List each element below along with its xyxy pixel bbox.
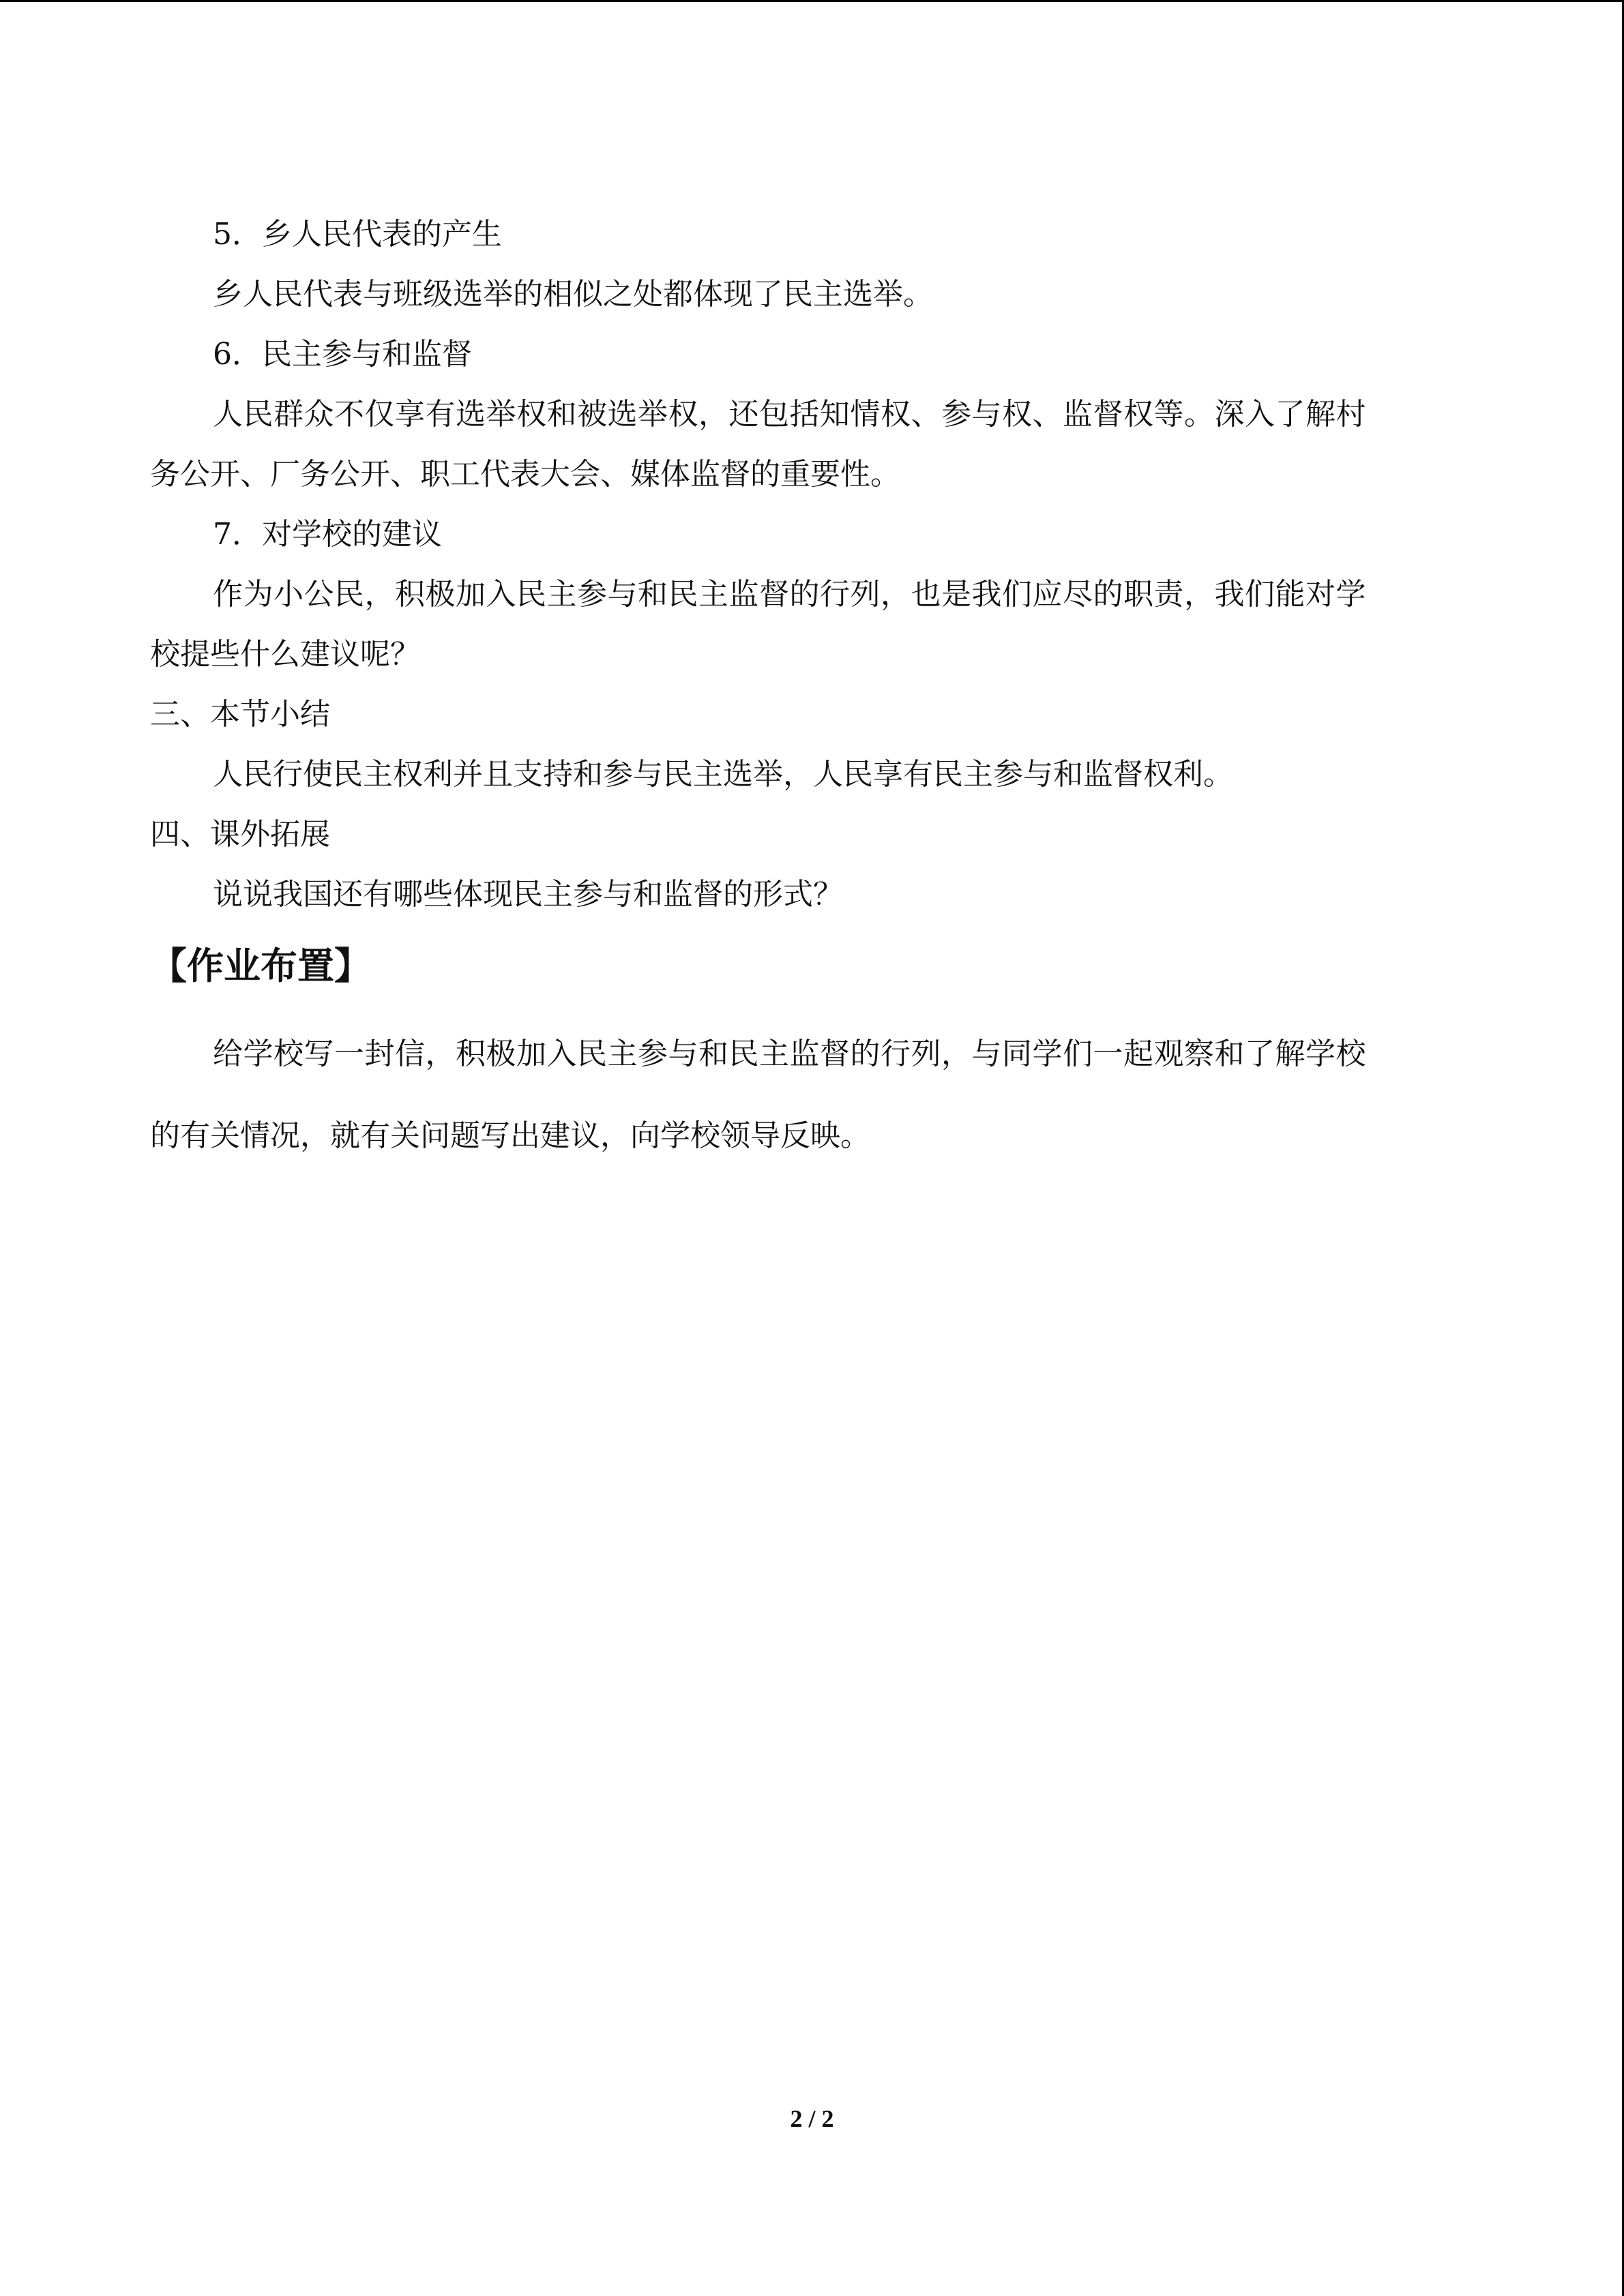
homework-line-1: 给学校写一封信，积极加入民主参与和民主监督的行列，与同学们一起观察和了解学校 xyxy=(213,1037,1366,1071)
document-body xyxy=(150,205,1460,1177)
homework-body xyxy=(150,1013,1460,1177)
page-top-border xyxy=(0,0,1624,2)
homework-heading: 【作业布置】 xyxy=(150,944,371,987)
extension-body: 说说我国还有哪些体现民主参与和监督的形式？ xyxy=(213,877,843,912)
paragraph-6-body-line-1: 人民群众不仅享有选举权和被选举权，还包括知情权、参与权、监督权等。深入了解村 xyxy=(213,397,1366,432)
homework-line-2: 的有关情况，就有关问题写出建议，向学校领导反映。 xyxy=(150,1118,870,1153)
page-number: 2 / 2 xyxy=(790,2105,834,2132)
paragraph-5-body: 乡人民代表与班级选举的相似之处都体现了民主选举。 xyxy=(213,277,933,312)
section-heading-6: 6．民主参与和监督 xyxy=(213,337,472,372)
section-heading-summary: 三、本节小结 xyxy=(150,697,330,732)
paragraph-6-body-line-2: 务公开、厂务公开、职工代表大会、媒体监督的重要性。 xyxy=(150,457,900,492)
section-heading-7: 7．对学校的建议 xyxy=(213,517,442,552)
paragraph-7-body-line-1: 作为小公民，积极加入民主参与和民主监督的行列，也是我们应尽的职责，我们能对学 xyxy=(213,577,1366,612)
section-heading-extension: 四、课外拓展 xyxy=(150,817,330,852)
paragraph-7-body-line-2: 校提些什么建议呢？ xyxy=(150,637,420,672)
section-heading-5: 5．乡人民代表的产生 xyxy=(213,217,502,252)
summary-body: 人民行使民主权利并且支持和参与民主选举，人民享有民主参与和监督权利。 xyxy=(213,757,1233,792)
